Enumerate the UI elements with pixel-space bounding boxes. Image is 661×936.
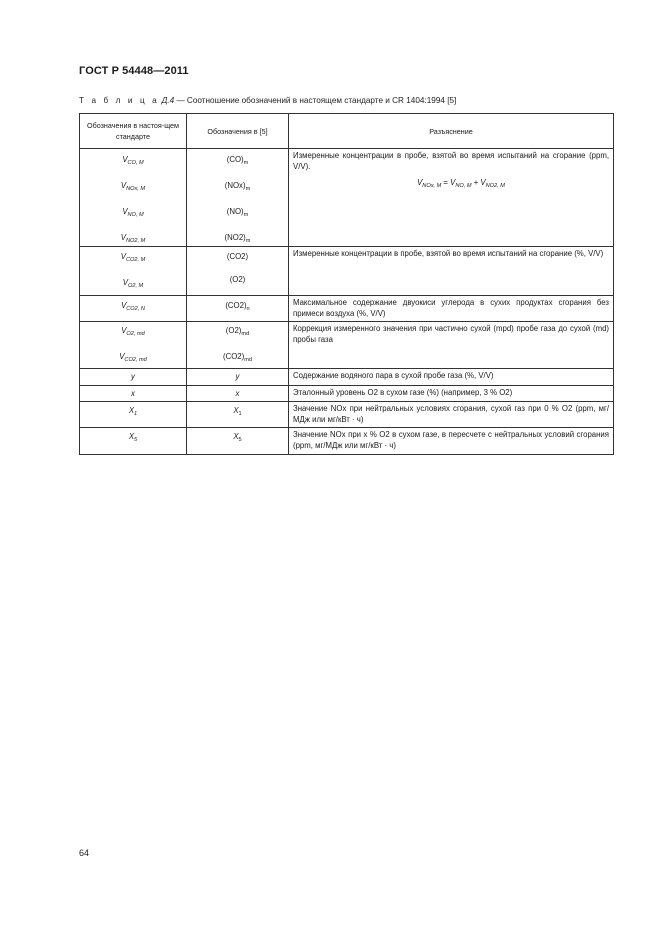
reference-symbol-entry — [187, 406, 288, 419]
nox-formula — [313, 178, 609, 192]
reference-symbol-base: (CO) — [226, 155, 244, 164]
reference-symbol-entry — [187, 301, 288, 314]
symbol-entry — [80, 301, 186, 314]
table-header-row — [80, 114, 614, 149]
explanation-text: Значение NOx при нейтральных условиях сгорания, сухой газ при 0 % O2 (ppm, мг/МДж или мг/кВт · ч) — [293, 404, 609, 424]
symbol-base: x — [131, 389, 135, 398]
symbol-entry — [80, 406, 186, 419]
formula-eq: = — [441, 178, 451, 187]
symbol-entry — [80, 326, 186, 339]
table-row — [80, 149, 614, 247]
reference-symbol-base: (CO2) — [226, 252, 249, 261]
reference-symbol-entry — [187, 326, 288, 339]
reference-symbol-entry — [187, 233, 288, 246]
symbol-entry — [80, 207, 186, 220]
reference-symbol-entry — [187, 389, 288, 399]
reference-symbol-entry — [187, 181, 288, 194]
caption-prefix: Т а б л и ц а — [79, 96, 160, 105]
reference-symbol-cell — [187, 322, 289, 369]
symbol-base: V — [122, 207, 128, 216]
reference-symbol-subscript: 5 — [238, 437, 242, 443]
symbol-entry — [80, 155, 186, 168]
caption-title: — Соотношение обозначений в настоящем стандарте и CR 1404:1994 [5] — [176, 96, 457, 105]
reference-symbol-subscript: m — [243, 212, 249, 218]
reference-symbol-entry — [187, 275, 288, 285]
symbol-cell — [80, 386, 187, 402]
symbol-base: X — [128, 432, 135, 441]
reference-symbol-entry — [187, 155, 288, 168]
document-standard-id: ГОСТ Р 54448—2011 — [79, 65, 189, 77]
symbols-table — [79, 113, 614, 455]
explanation-cell — [289, 428, 614, 455]
formula-t2-sub: NO2, M — [485, 183, 505, 189]
reference-symbol-base: y — [235, 372, 240, 381]
reference-symbol-entry — [187, 432, 288, 445]
reference-symbol-base: (CO2) — [222, 352, 245, 361]
reference-symbol-base: (O2) — [225, 326, 242, 335]
symbol-entry — [80, 389, 186, 399]
explanation-text: Значение NOx при x % O2 в сухом газе, в пересчете с нейтральных условий сгорания (ppm, мг/МДж или мг/кВт · ч) — [293, 430, 609, 450]
reference-symbol-entry — [187, 352, 288, 365]
header-reference-5: Обозначения в [5] — [187, 114, 289, 149]
symbol-entry — [80, 278, 186, 291]
symbol-subscript: 1 — [134, 411, 138, 417]
reference-symbol-cell — [187, 149, 289, 247]
reference-symbol-subscript: n — [246, 306, 250, 312]
reference-symbol-entry — [187, 372, 288, 382]
table-row — [80, 247, 614, 296]
symbol-base: V — [120, 233, 126, 242]
reference-symbol-base: (O2) — [229, 275, 246, 284]
reference-symbol-cell — [187, 296, 289, 322]
symbol-cell — [80, 247, 187, 296]
symbol-base: V — [121, 301, 127, 310]
table-row — [80, 322, 614, 369]
reference-symbol-cell — [187, 402, 289, 428]
reference-symbol-entry — [187, 207, 288, 220]
reference-symbol-subscript: md — [241, 331, 250, 337]
symbol-base: X — [128, 406, 135, 415]
explanation-cell — [289, 247, 614, 296]
symbol-subscript: CO2, M — [125, 257, 146, 263]
reference-symbol-base: (CO2) — [225, 301, 247, 310]
reference-symbol-base: x — [235, 389, 240, 398]
symbol-subscript: NO, M — [127, 212, 144, 218]
symbol-cell — [80, 369, 187, 386]
explanation-cell — [289, 296, 614, 322]
symbol-subscript: O2, M — [127, 283, 144, 289]
formula-lhs-sub: NOx, M — [422, 183, 442, 189]
explanation-text: Максимальное содержание двуокиси углерода в сухих продуктах сгорания без примеси воздуха (%, V/V) — [293, 298, 609, 318]
symbol-cell — [80, 322, 187, 369]
explanation-text: Измеренные концентрации в пробе, взятой во время испытаний на сгорание (ppm, V/V). — [293, 151, 609, 171]
reference-symbol-base: (NOx) — [224, 181, 246, 190]
formula-lhs: V — [417, 178, 423, 187]
symbol-base: V — [122, 155, 128, 164]
reference-symbol-subscript: m — [245, 186, 251, 192]
formula-t1: V — [450, 178, 456, 187]
explanation-cell — [289, 402, 614, 428]
symbol-base: V — [121, 326, 127, 335]
symbol-entry — [80, 181, 186, 194]
symbol-subscript: O2, md — [126, 331, 145, 337]
formula-plus: + — [471, 178, 481, 187]
explanation-cell — [289, 386, 614, 402]
symbol-base: y — [131, 372, 135, 381]
symbol-cell — [80, 428, 187, 455]
symbol-subscript: CO, M — [127, 160, 144, 166]
reference-symbol-subscript: m — [245, 238, 251, 244]
symbol-subscript: NO2, M — [125, 238, 146, 244]
table-row — [80, 369, 614, 386]
table-row — [80, 428, 614, 455]
symbol-base: V — [119, 352, 125, 361]
header-explanation: Разъяснение — [289, 114, 614, 149]
explanation-cell — [289, 322, 614, 369]
explanation-cell — [289, 149, 614, 247]
symbol-subscript: CO2, N — [126, 306, 145, 312]
caption-number: Д.4 — [161, 96, 175, 105]
table-caption — [79, 96, 456, 105]
formula-t2: V — [480, 178, 486, 187]
symbol-entry — [80, 252, 186, 265]
table-row — [80, 386, 614, 402]
reference-symbol-cell — [187, 369, 289, 386]
table-row — [80, 402, 614, 428]
reference-symbol-base: X — [233, 432, 239, 441]
symbol-entry — [80, 352, 186, 365]
symbol-cell — [80, 149, 187, 247]
symbol-cell — [80, 402, 187, 428]
symbol-cell — [80, 296, 187, 322]
reference-symbol-cell — [187, 386, 289, 402]
table-row — [80, 296, 614, 322]
symbol-base: V — [120, 252, 126, 261]
symbol-entry — [80, 233, 186, 246]
symbol-base: V — [120, 181, 127, 190]
explanation-text: Измеренные концентрации в пробе, взятой во время испытаний на сгорание (%, V/V) — [293, 249, 604, 258]
explanation-text: Коррекция измеренного значения при частично сухой (mpd) пробе газа до сухой (md) пробы газа — [293, 324, 609, 344]
reference-symbol-base: (NO2) — [224, 233, 246, 242]
page-number: 64 — [79, 848, 90, 858]
explanation-cell — [289, 369, 614, 386]
symbol-entry — [80, 372, 186, 382]
symbol-entry — [80, 432, 186, 445]
reference-symbol-subscript: md — [244, 357, 252, 363]
header-this-standard: Обозначения в настоя-щем стандарте — [80, 114, 187, 149]
reference-symbol-entry — [187, 252, 288, 262]
explanation-text: Эталонный уровень O2 в сухом газе (%) (например, 3 % O2) — [293, 388, 513, 397]
reference-symbol-cell — [187, 247, 289, 296]
reference-symbol-subscript: 1 — [238, 411, 242, 417]
reference-symbol-cell — [187, 428, 289, 455]
reference-symbol-base: X — [233, 406, 239, 415]
reference-symbol-base: (NO) — [226, 207, 244, 216]
formula-t1-sub: NO, M — [455, 183, 472, 189]
symbol-base: V — [122, 278, 128, 287]
symbol-subscript: CO2, md — [124, 357, 147, 363]
symbol-subscript: NOx, M — [126, 186, 146, 192]
reference-symbol-subscript: m — [243, 160, 249, 166]
symbol-subscript: 5 — [134, 437, 138, 443]
explanation-text: Содержание водяного пара в сухой пробе газа (%, V/V) — [293, 371, 494, 380]
